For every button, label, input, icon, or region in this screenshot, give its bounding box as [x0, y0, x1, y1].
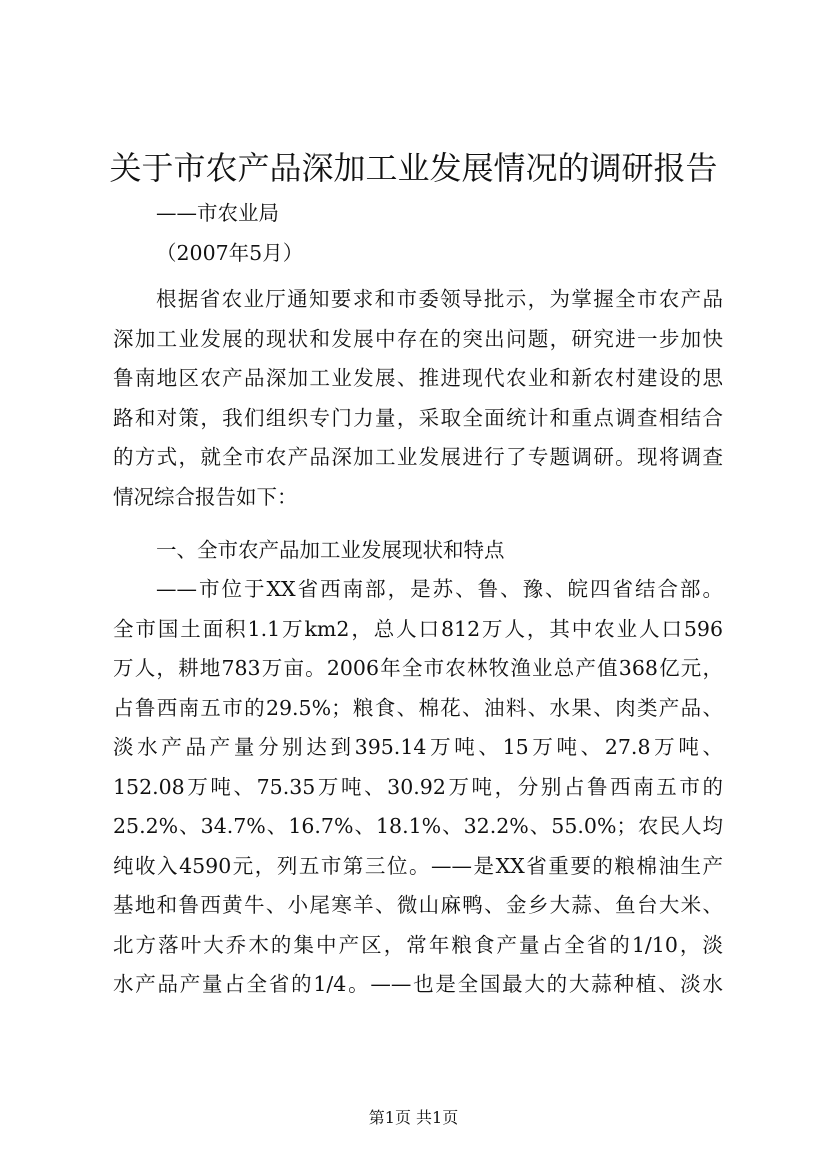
author-line: ——市农业局	[156, 201, 279, 225]
paragraph-line: 水产品产量占全省的1/4。——也是全国最大的大蒜种植、淡水	[113, 972, 723, 996]
paragraph-line: 占鲁西南五市的29.5%；粮食、棉花、油料、水果、肉类产品、	[113, 695, 723, 720]
paragraph-line: 的方式，就全市农产品深加工业发展进行了专题调研。现将调查	[113, 445, 723, 469]
date-line: （2007年5月）	[156, 241, 304, 265]
paragraph-line: 万人，耕地783万亩。2006年全市农林牧渔业总产值368亿元，	[113, 656, 723, 680]
section-heading: 一、全市农产品加工业发展现状和特点	[156, 538, 505, 562]
paragraph-line: 路和对策，我们组织专门力量，采取全面统计和重点调查相结合	[113, 405, 723, 430]
paragraph-line: 基地和鲁西黄牛、小尾寒羊、微山麻鸭、金乡大蒜、鱼台大米、	[113, 893, 723, 917]
paragraph-line: 全市国土面积1.1万km2，总人口812万人，其中农业人口596	[113, 616, 723, 641]
paragraph-line: 25.2%、34.7%、16.7%、18.1%、32.2%、55.0%；农民人均	[113, 814, 723, 838]
paragraph-line: 鲁南地区农产品深加工业发展、推进现代农业和新农村建设的思	[113, 366, 723, 390]
paragraph-line: 淡水产品产量分别达到395.14万吨、15万吨、27.8万吨、	[113, 735, 723, 759]
paragraph-line: 深加工业发展的现状和发展中存在的突出问题，研究进一步加快	[113, 326, 723, 351]
paragraph-line: ——市位于XX省西南部，是苏、鲁、豫、皖四省结合部。	[156, 577, 723, 601]
paragraph-line: 152.08万吨、75.35万吨、30.92万吨，分别占鲁西南五市的	[113, 774, 723, 799]
paragraph-line: 北方落叶大乔木的集中产区，常年粮食产量占全省的1/10，淡	[113, 932, 723, 957]
paragraph-line: 情况综合报告如下：	[113, 484, 298, 509]
paragraph-line: 根据省农业厅通知要求和市委领导批示，为掌握全市农产品	[156, 287, 723, 311]
intro-paragraph	[113, 280, 723, 517]
section1-paragraph	[113, 570, 723, 1005]
document-title: 关于市农产品深加工业发展情况的调研报告	[109, 149, 718, 187]
paragraph-line: 纯收入4590元，列五市第三位。——是XX省重要的粮棉油生产	[113, 853, 723, 878]
page-footer: 第1页 共1页	[368, 1108, 459, 1127]
